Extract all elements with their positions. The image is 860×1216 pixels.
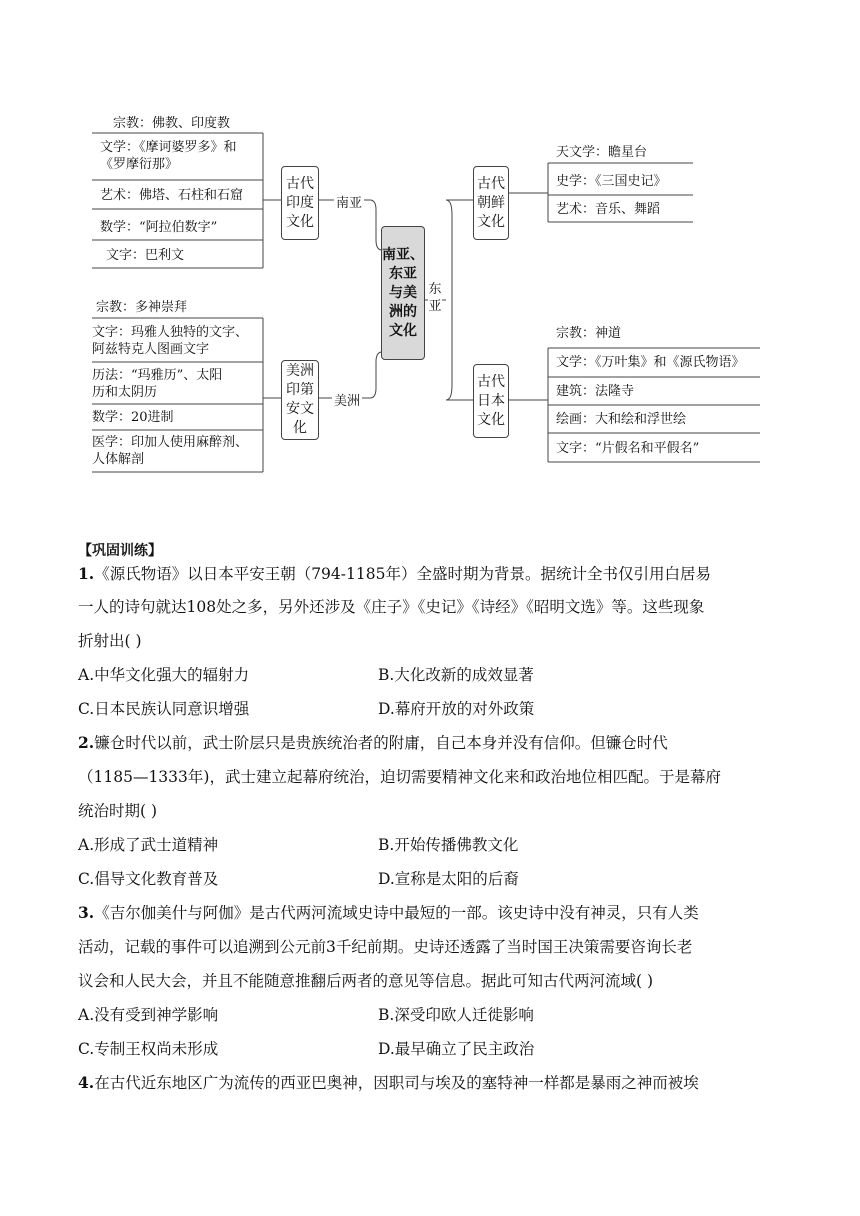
question-3-line-2: 活动，记载的事件可以追溯到公元前3千纪前期。史诗还透露了当时国王决策需要咨询长老 xyxy=(78,938,693,956)
question-2-option-a: A.形成了武士道精神 xyxy=(78,836,219,854)
question-1-number: 1. xyxy=(78,564,95,583)
connector-east-asia: 东 亚 xyxy=(428,282,442,314)
question-3-option-b: B.深受印欧人迁徙影响 xyxy=(378,1006,534,1024)
question-1-option-c: C.日本民族认同意识增强 xyxy=(78,700,250,718)
center-topic-title: 南亚、 东亚 与美 洲的 文化 xyxy=(382,246,424,339)
japan-religion: 宗教：神道 xyxy=(556,326,622,341)
section-title: 【巩固训练】 xyxy=(78,543,162,559)
center-topic-box xyxy=(381,226,425,360)
question-4-text-1: 在古代近东地区广为流传的西亚巴奥神，因职司与埃及的塞特神一样都是暴雨之神而被埃 xyxy=(94,1074,699,1092)
korea-astronomy: 天文学：瞻星台 xyxy=(556,145,648,160)
question-2-line-1 xyxy=(78,731,668,753)
question-2-text-1: 镰仓时代以前，武士阶层只是贵族统治者的附庸，自己本身并没有信仰。但镰仓时代 xyxy=(94,734,668,752)
india-culture-box xyxy=(281,166,319,240)
question-3-line-1 xyxy=(78,901,699,923)
korea-culture-box xyxy=(473,166,509,240)
question-1-line-3: 折射出( ) xyxy=(78,632,142,650)
japan-culture-box xyxy=(473,364,509,438)
question-2-option-b: B.开始传播佛教文化 xyxy=(378,836,519,854)
question-4-line-1 xyxy=(78,1071,699,1093)
japan-literature: 文学：《万叶集》和《源氏物语》 xyxy=(556,355,745,370)
question-3-option-c: C.专制王权尚未形成 xyxy=(78,1040,219,1058)
question-2-option-d: D.宣称是太阳的后裔 xyxy=(378,870,519,888)
india-art: 艺术：佛塔、石柱和石窟 xyxy=(100,188,244,203)
question-1-option-d: D.幕府开放的对外政策 xyxy=(378,700,535,718)
question-1-line-1 xyxy=(78,562,711,584)
question-1-line-2: 一人的诗句就达108处之多，另外还涉及《庄子》《史记》《诗经》《昭明文选》等。这些现象 xyxy=(78,598,705,616)
japan-painting: 绘画：大和绘和浮世绘 xyxy=(556,412,687,427)
americas-script: 文字：玛雅人独特的文字、 阿兹特克人图画文字 xyxy=(92,325,249,357)
americas-medicine: 医学：印加人使用麻醉剂、 人体解剖 xyxy=(92,435,249,467)
question-1-text-1: 《源氏物语》以日本平安王朝（794-1185年）全盛时期为背景。据统计全书仅引用白居易 xyxy=(94,565,711,583)
india-math: 数学：“阿拉伯数字” xyxy=(100,220,218,235)
question-2-line-3: 统治时期( ) xyxy=(78,802,158,820)
japan-culture-title: 古代 日本 文化 xyxy=(477,373,505,428)
connector-south-asia: 南亚 xyxy=(334,192,364,211)
question-2-option-c: C.倡导文化教育普及 xyxy=(78,870,219,888)
americas-culture-box xyxy=(281,360,319,440)
japan-script: 文字：“片假名和平假名” xyxy=(556,441,700,456)
korea-history: 史学：《三国史记》 xyxy=(556,174,667,189)
question-3-option-a: A.没有受到神学影响 xyxy=(78,1006,219,1024)
americas-calendar: 历法：“玛雅历”、太阳 历和太阴历 xyxy=(92,368,223,400)
question-1-option-a: A.中华文化强大的辐射力 xyxy=(78,666,250,684)
india-script: 文字：巴利文 xyxy=(106,248,185,263)
question-3-option-d: D.最早确立了民主政治 xyxy=(378,1040,535,1058)
india-literature: 文学：《摩诃婆罗多》和 《罗摩衍那》 xyxy=(100,140,237,172)
diagram-lines xyxy=(0,0,860,480)
americas-religion: 宗教：多神崇拜 xyxy=(96,300,188,315)
korea-culture-title: 古代 朝鲜 文化 xyxy=(477,175,505,230)
india-culture-title: 古代 印度 文化 xyxy=(286,175,314,230)
question-1-option-b: B.大化改新的成效显著 xyxy=(378,666,534,684)
question-4-number: 4. xyxy=(78,1073,95,1092)
question-3-line-3: 议会和人民大会，并且不能随意推翻后两者的意见等信息。据此可知古代两河流域( ) xyxy=(78,972,654,990)
question-3-text-1: 《吉尔伽美什与阿伽》是古代两河流域史诗中最短的一部。该史诗中没有神灵，只有人类 xyxy=(94,904,699,922)
japan-architecture: 建筑：法隆寺 xyxy=(556,384,635,399)
india-religion: 宗教：佛教、印度教 xyxy=(113,116,231,131)
connector-americas-label: 美洲 xyxy=(332,390,362,409)
question-2-number: 2. xyxy=(78,733,95,752)
question-2-line-2: （1185—1333年)，武士建立起幕府统治，迫切需要精神文化来和政治地位相匹配。于是幕府 xyxy=(78,768,721,786)
americas-culture-title: 美洲 印第 安文 化 xyxy=(286,363,314,436)
question-3-number: 3. xyxy=(78,903,95,922)
korea-art: 艺术：音乐、舞蹈 xyxy=(556,202,661,217)
americas-math: 数学：20进制 xyxy=(92,410,174,425)
